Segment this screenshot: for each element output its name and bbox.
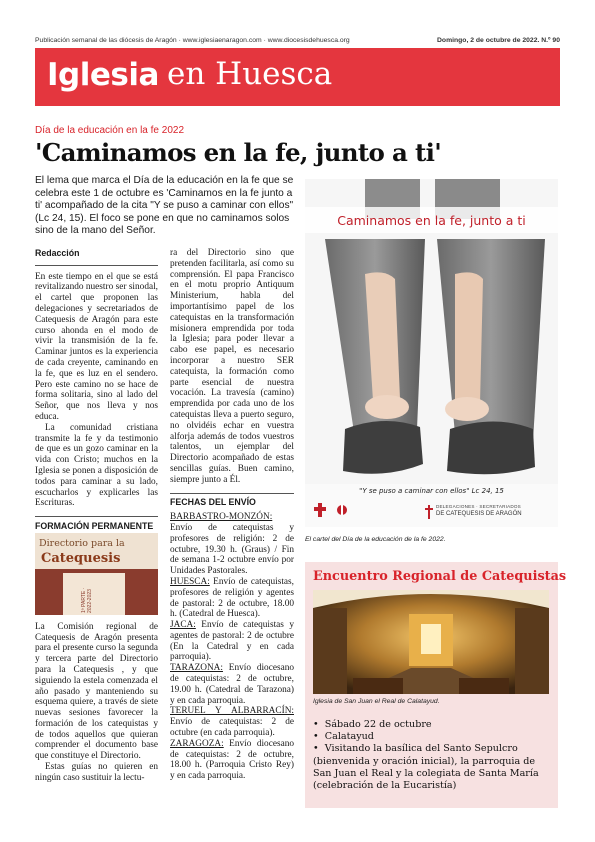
bullet-item: • Visitando la basílica del Santo Sepulcro (bienvenida y oración inicial), la parroquia de San Juan el Real y la colegiata de Santa María (celebración de la Eucaristía)	[313, 743, 539, 792]
diocese-logo-icon	[335, 503, 349, 517]
fecha-item	[170, 706, 294, 738]
fecha-place: ZARAGOZA:	[170, 738, 224, 749]
fecha-place: TARAZONA:	[170, 663, 223, 674]
bullet-icon: •	[313, 731, 325, 743]
article-column-2	[170, 248, 294, 782]
byline-divider	[35, 265, 158, 266]
publication-info-bar	[35, 37, 560, 44]
cross-logo-icon	[313, 503, 327, 517]
fecha-text: Envío de catequistas y agentes de pastoral: 2 de octubre (En la Catedral y en cada parroquia).	[170, 620, 294, 663]
poster-image	[305, 179, 558, 527]
masthead-title-bold: Iglesia	[47, 57, 159, 93]
church-caption: Iglesia de San Juan el Real de Calatayud.	[313, 698, 440, 705]
church-interior-image	[313, 590, 549, 694]
encuentro-title: Encuentro Regional de Catequistas	[313, 569, 567, 584]
fecha-item	[170, 577, 294, 620]
article-lead: El lema que marca el Día de la educación en la fe que se celebra este 1 de octubre es 'Caminamos en la fe junto a ti' acompañado de la cita "Y se puso a caminar con ellos" (Lc 24, 15). El foco se pone en que no caminamos solos sino de la mano del Señor.	[35, 175, 294, 237]
bullet-item: • Sábado 22 de octubre	[313, 719, 432, 730]
fecha-item	[170, 663, 294, 706]
section-divider	[35, 516, 158, 517]
poster-banner-text: Caminamos en la fe, junto a ti	[337, 212, 526, 228]
paragraph-1: En este tiempo en el que se está revitalizando nuestro ser sinodal, el cartel que proponen las delegaciones y secretariados de Catequesis de Aragón para este curso ahonda en el modo de vivir la transmisión de la fe. Caminar juntos es la experiencia de cada creyente, caminando en la fe, que es luz en el sendero. Pero este camino no se hace de forma solitaria, sino al lado del Señor, que nos lleva y nos educa.	[35, 271, 158, 422]
masthead-title-light: en Huesca	[167, 56, 333, 92]
issue-date: Domingo, 2 de octubre de 2022. N.º 90	[437, 37, 560, 44]
fechas-heading: FECHAS DEL ENVÍO	[170, 497, 256, 508]
masthead	[35, 48, 560, 106]
fecha-text: Envío de catequistas, profesores de religión y agentes de pastoral: 2 de octubre, 18.00 h. (Catedral de Huesca).	[170, 576, 294, 620]
fecha-place: TERUEL Y ALBARRACÍN:	[170, 706, 294, 717]
fecha-place: HUESCA:	[170, 576, 210, 587]
cover-title-2: Catequesis	[41, 551, 121, 566]
bullet-icon: •	[313, 743, 325, 755]
directorio-cover-image	[35, 533, 158, 615]
paragraph-2: La comunidad cristiana transmite la fe y da testimonio de que es un gozo caminar en la vida con Cristo; muchos en la Iglesia se ponen a disposición de todos para caminar a su lado, escucharlos y explicarles las Escrituras.	[35, 422, 158, 509]
fecha-item	[170, 512, 294, 577]
paragraph-4: Estas guías no quieren en ningún caso sustituir la lectu-	[35, 762, 158, 783]
poster-caption: El cartel del Día de la educación de la fe 2022.	[305, 536, 446, 543]
bullet-item: • Calatayud	[313, 731, 374, 743]
fechas-divider	[170, 493, 294, 494]
encuentro-details	[313, 719, 553, 792]
article-headline: 'Caminamos en la fe, junto a ti'	[35, 138, 442, 167]
church-illustration	[313, 590, 549, 694]
fecha-text: Envío diocesano de catequistas: 2 de octubre, 18.00 h. (Parroquia Cristo Rey) y en cada parroquia.	[170, 738, 294, 782]
fecha-place: BARBASTRO-MONZÓN:	[170, 512, 273, 523]
article-column-1	[35, 248, 158, 784]
article-kicker: Día de la educación en la fe 2022	[35, 125, 184, 136]
bullet-icon: •	[313, 719, 325, 730]
fecha-text: Envío diocesano de catequistas: 2 de octubre, 19.00 h. (Catedral de Tarazona) y en cada parroquia.	[170, 663, 294, 706]
poster-quote: "Y se puso a caminar con ellos" Lc 24, 15	[359, 487, 504, 495]
fecha-text: Envío de catequistas y profesores de religión: 2 de octubre, 19.30 h. (Graus) / Fin de semana 1-2 octubre envío por Unidades Pastorales.	[170, 522, 294, 577]
cover-spine	[63, 573, 125, 615]
poster-banner	[305, 207, 558, 233]
cover-title-1: Directorio para la	[39, 538, 125, 549]
fecha-place: JACA:	[170, 620, 196, 631]
fecha-item	[170, 620, 294, 663]
formacion-heading: FORMACIÓN PERMANENTE	[35, 520, 154, 531]
fecha-item	[170, 739, 294, 782]
paragraph-5: ra del Directorio sino que pretenden facilitarla, así como su comprensión. El papa Francisco en el motu proprio Antiquum Ministerium, habla del importantísimo papel de los catequistas en la transformación misionera emprendida por toda la Iglesia; para poder llevar a cabo ese papel, es necesario incorporar a nuestro SER catequista, la formación como parte esencial de nuestra vocación. La travesía (camino) emprendida por cada uno de los catequistas lleva a puerto seguro, no olvidéis echar en vuestra alforja además de todos vuestros talentos, un ejemplar del Directorio acompañado de estas sencillas guías. Buen camino, siempre junto a Él.	[170, 248, 294, 485]
fecha-text: Envío de catequistas: 2 de octubre (en cada parroquia).	[170, 717, 294, 739]
poster-delegaciones: DELEGACIONES · SECRETARIADOS	[436, 504, 521, 509]
publication-info: Publicación semanal de las diócesis de Aragón · www.iglesiaenaragon.com · www.diocesisdehuesca.org	[35, 37, 350, 44]
byline: Redacción	[35, 248, 80, 258]
poster-org: DE CATEQUESIS DE ARAGÓN	[436, 511, 522, 517]
cover-vertical-text: 1ª PARTE · 2022-2023	[81, 587, 93, 613]
paragraph-3: La Comisión regional de Catequesis de Aragón presenta para el presente curso la segunda y tercera parte del Directorio para la Catequesis , y que siguiendo la estela comenzada el año pasado y manteniendo su esquema quiere, a través de siete nuevas sesiones favorecer la formación de los catequistas y de todos aquellos que quieran comprender el documento base que constituye el Directorio.	[35, 621, 158, 762]
cross-small-icon	[425, 505, 433, 519]
